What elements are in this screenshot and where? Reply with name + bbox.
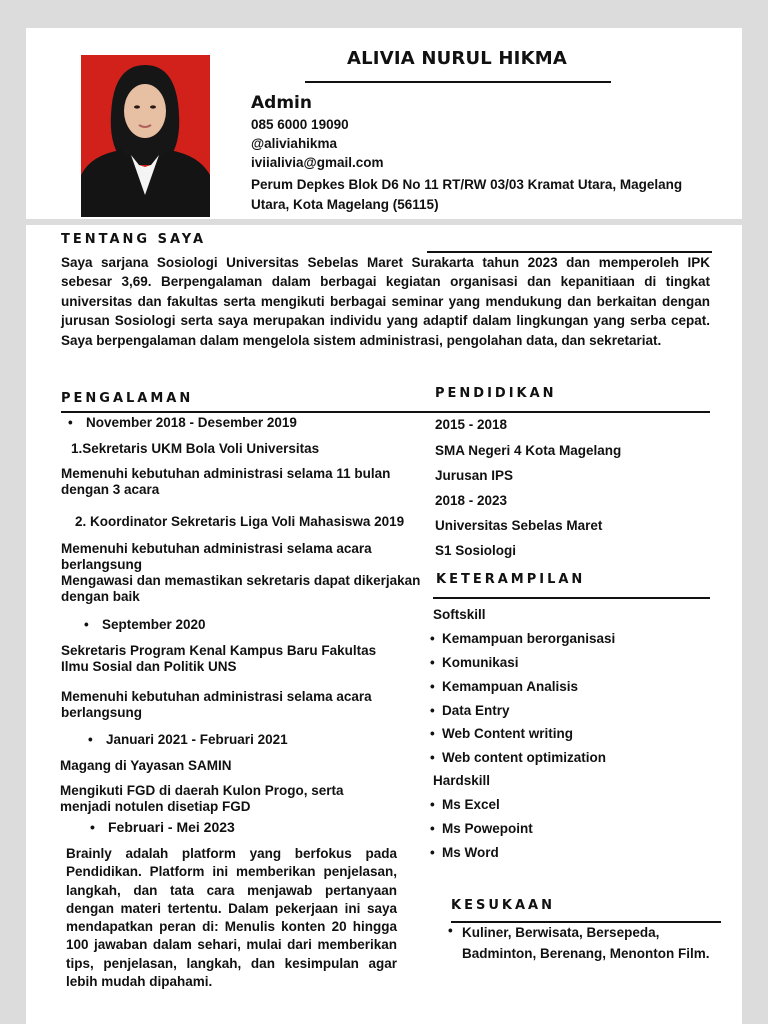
experience-role-2: 2. Koordinator Sekretaris Liga Voli Mahasiswa 2019 [75, 514, 405, 529]
experience-period-1: • November 2018 - Desember 2019 [68, 415, 297, 430]
experience-desc-3: Memenuhi kebutuhan administrasi selama acara berlangsung [61, 689, 372, 720]
list-item: • Komunikasi [442, 655, 519, 670]
hardskill-label: Hardskill [433, 773, 491, 788]
skills-section-title: KETERAMPILAN [436, 572, 586, 587]
list-item: • Ms Excel [442, 797, 500, 812]
experience-period-2: • September 2020 [84, 617, 206, 632]
list-item: • Kemampuan Analisis [442, 679, 578, 694]
bullet-icon: • [90, 819, 95, 835]
hobbies-section-title: KESUKAAN [451, 898, 555, 913]
list-item: • Kemampuan berorganisasi [442, 631, 615, 646]
name-underline [305, 81, 611, 83]
softskill-label: Softskill [433, 607, 486, 622]
list-item: • Ms Powepoint [442, 821, 533, 836]
education-item: SMA Negeri 4 Kota Magelang [435, 443, 622, 458]
education-item: Jurusan IPS [435, 468, 514, 483]
education-section-title: PENDIDIKAN [435, 386, 557, 401]
skills-rule [433, 597, 710, 599]
job-role: Admin [251, 93, 312, 113]
experience-section-title: PENGALAMAN [61, 391, 194, 406]
experience-desc-5: Brainly adalah platform yang berfokus pada Pendidikan. Platform ini memberikan penjelasan, langkah, dan tata cara menjawab pertanyaan dengan materi tertentu. Dalam pekerjaan ini saya mendapatkan peran di: Menulis konten 20 hingga 100 jawaban dalam sehari, mulai dari memberikan tips, penjelasan, langkah, dan kesimpulan agar lebih mudah dipahami. [66, 846, 397, 990]
list-item: • Web Content writing [442, 726, 573, 741]
experience-role-4: Magang di Yayasan SAMIN [60, 758, 232, 773]
experience-desc-1: Memenuhi kebutuhan administrasi selama 11 bulan dengan 3 acara [61, 466, 391, 497]
hobbies-text: Kuliner, Berwisata, Bersepeda, Badminton, Berenang, Menonton Film. [462, 925, 710, 961]
phone-number: 085 6000 19090 [251, 117, 349, 132]
about-text: Saya sarjana Sosiologi Universitas Sebelas Maret Surakarta tahun 2023 dan memperoleh IPK sebesar 3,69. Berpengalaman dalam berbagai kegiatan organisasi dan kepanitiaan di tingkat universitas dan fakultas serta mengikuti berbagai seminar yang mendukung dan berkaitan dengan jurusan Sosiologi serta saya merupakan individu yang adaptif dalam lingkungan yang serba cepat. Saya berpengalaman dalam mengelola sistem administrasi, pengolahan data, dan sekretariat. [61, 255, 710, 348]
education-item: Universitas Sebelas Maret [435, 518, 603, 533]
education-item: 2018 - 2023 [435, 493, 508, 508]
header-divider-band [0, 219, 768, 225]
list-item: • Data Entry [442, 703, 510, 718]
about-section-title: TENTANG SAYA [61, 232, 207, 247]
experience-role-3: Sekretaris Program Kenal Kampus Baru Fakultas Ilmu Sosial dan Politik UNS [61, 643, 377, 674]
bullet-icon: • [84, 617, 89, 632]
experience-period-4: • Februari - Mei 2023 [90, 819, 235, 835]
experience-desc-2a: Memenuhi kebutuhan administrasi selama acara berlangsung [61, 541, 372, 572]
list-item: • Web content optimization [442, 750, 606, 765]
candidate-name: ALIVIA NURUL HIKMA [347, 48, 567, 69]
email-address: iviialivia@gmail.com [251, 155, 384, 170]
bullet-icon: • [68, 415, 73, 430]
bullet-icon: • [88, 732, 93, 747]
experience-period-3: • Januari 2021 - Februari 2021 [88, 732, 288, 747]
instagram-handle: @aliviahikma [251, 136, 337, 151]
experience-desc-2b: Mengawasi dan memastikan sekretaris dapat dikerjakan dengan baik [61, 573, 421, 604]
experience-role-1: 1.Sekretaris UKM Bola Voli Universitas [71, 441, 320, 456]
profile-photo [81, 55, 210, 217]
experience-rule [61, 411, 710, 413]
list-item: • Ms Word [442, 845, 499, 860]
experience-desc-4: Mengikuti FGD di daerah Kulon Progo, serta menjadi notulen disetiap FGD [60, 783, 344, 814]
education-item: 2015 - 2018 [435, 417, 508, 432]
bullet-icon: • [448, 923, 453, 938]
education-item: S1 Sosiologi [435, 543, 517, 558]
home-address: Perum Depkes Blok D6 No 11 RT/RW 03/03 Kramat Utara, Magelang Utara, Kota Magelang (56115) [251, 177, 683, 212]
